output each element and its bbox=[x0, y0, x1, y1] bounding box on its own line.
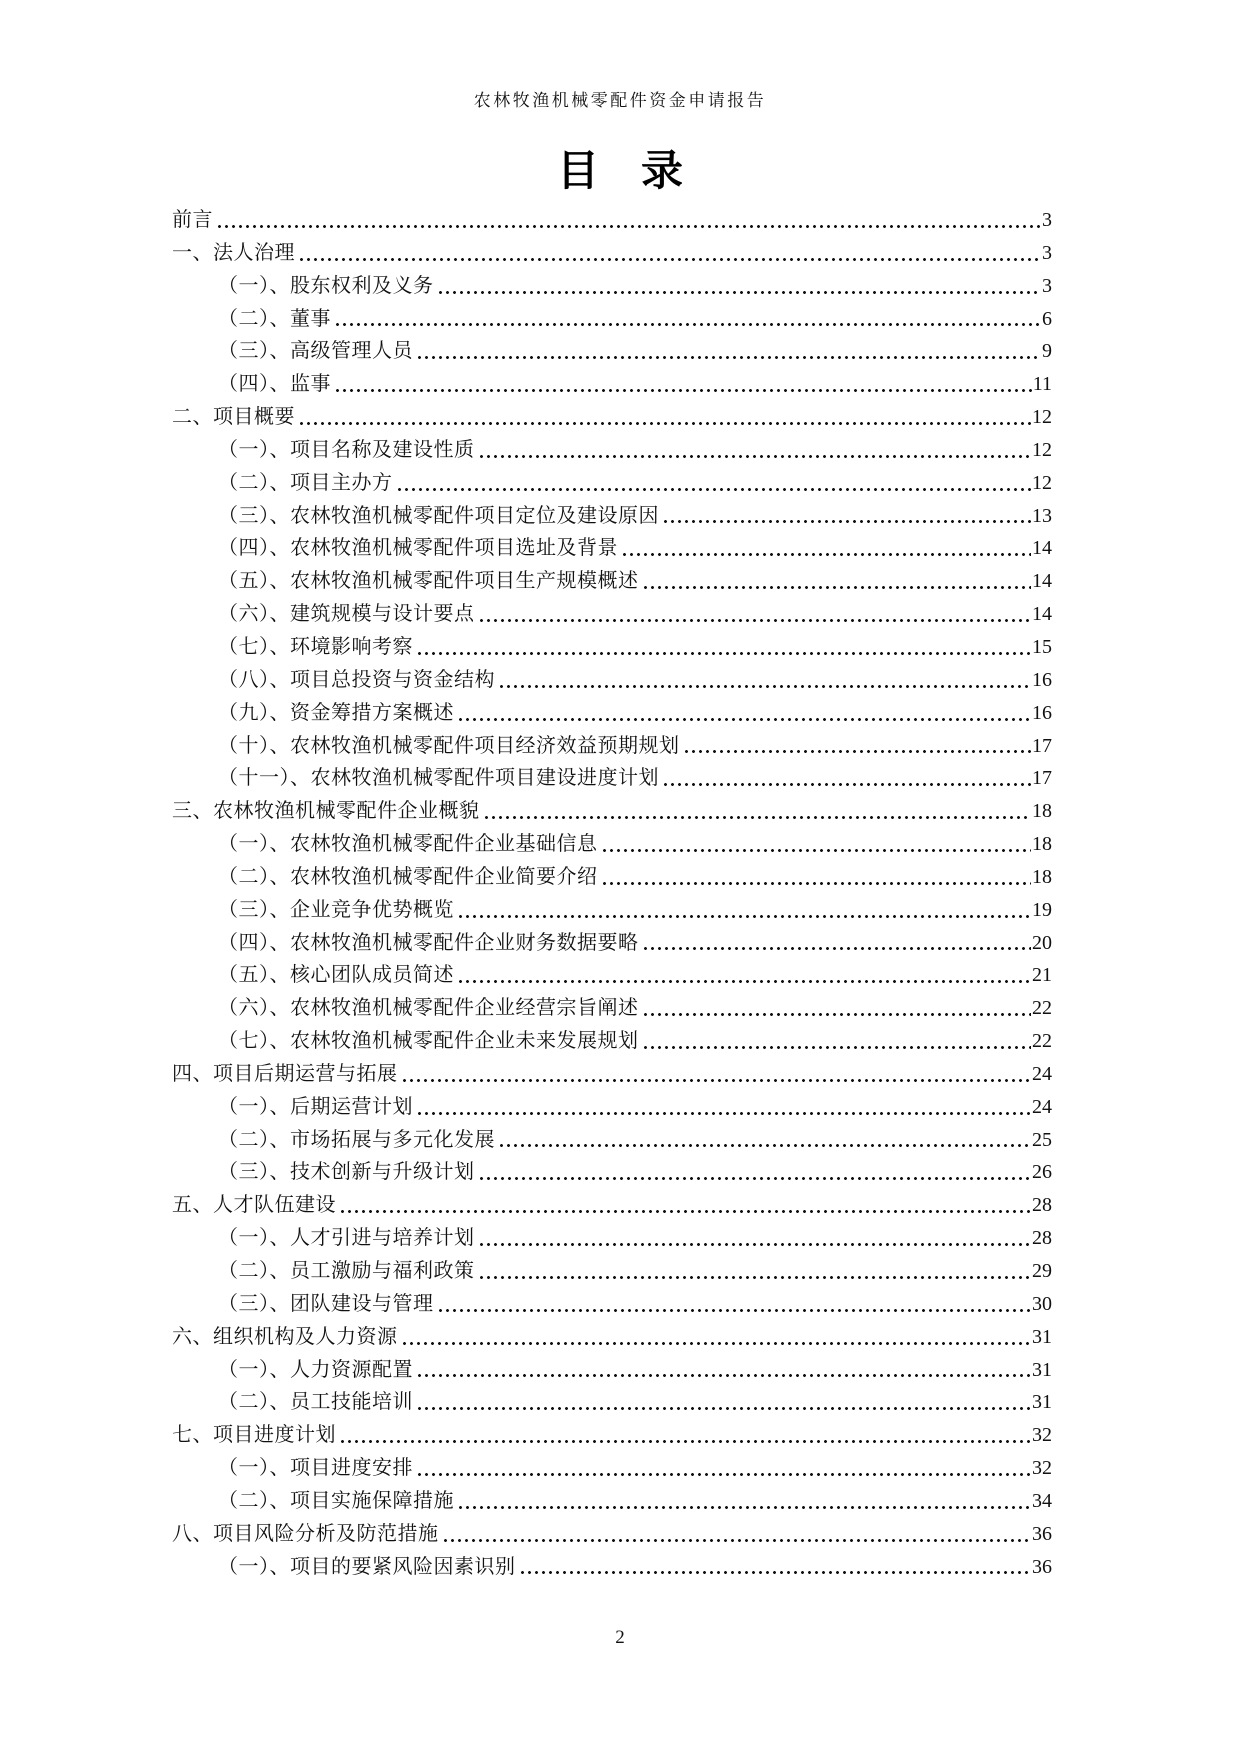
toc-dot-leader bbox=[437, 270, 1042, 303]
toc-entry-label: 八、项目风险分析及防范措施 bbox=[172, 1522, 439, 1545]
toc-entry-label: 四、项目后期运营与拓展 bbox=[172, 1062, 398, 1085]
toc-dot-leader bbox=[457, 959, 1031, 992]
toc-entry[interactable] bbox=[172, 434, 1052, 467]
toc-entry-label: （四）、监事 bbox=[218, 373, 331, 396]
document-header-title: 农林牧渔机械零配件资金申请报告 bbox=[473, 91, 767, 110]
toc-entry-label: （一）、项目进度安排 bbox=[218, 1457, 413, 1480]
toc-entry[interactable] bbox=[172, 204, 1052, 237]
toc-entry-label: （三）、技术创新与升级计划 bbox=[218, 1161, 475, 1184]
toc-entry[interactable] bbox=[172, 861, 1052, 894]
toc-entry[interactable] bbox=[172, 1222, 1052, 1255]
toc-entry[interactable] bbox=[172, 532, 1052, 565]
toc-entry[interactable] bbox=[172, 1091, 1052, 1124]
toc-page-number: 22 bbox=[1032, 1030, 1052, 1053]
toc-entry[interactable] bbox=[172, 664, 1052, 697]
toc-entry[interactable] bbox=[172, 237, 1052, 270]
toc-entry-label: （三）、团队建设与管理 bbox=[218, 1292, 434, 1315]
toc-dot-leader bbox=[457, 894, 1031, 927]
toc-page-number: 14 bbox=[1032, 603, 1052, 626]
toc-entry[interactable] bbox=[172, 401, 1052, 434]
toc-dot-leader bbox=[396, 467, 1032, 500]
toc-entry[interactable] bbox=[172, 631, 1052, 664]
toc-entry-label: （七）、农林牧渔机械零配件企业未来发展规划 bbox=[218, 1030, 639, 1053]
toc-entry[interactable] bbox=[172, 1354, 1052, 1387]
toc-entry[interactable] bbox=[172, 1419, 1052, 1452]
toc-page-number: 32 bbox=[1032, 1457, 1052, 1480]
toc-entry[interactable] bbox=[172, 598, 1052, 631]
toc-entry[interactable] bbox=[172, 1156, 1052, 1189]
toc-dot-leader bbox=[642, 1025, 1032, 1058]
toc-entry[interactable] bbox=[172, 762, 1052, 795]
toc-entry-label: （一）、股东权利及义务 bbox=[218, 274, 434, 297]
toc-dot-leader bbox=[662, 762, 1031, 795]
toc-dot-leader bbox=[478, 434, 1032, 467]
page-number-footer: 2 bbox=[615, 1627, 625, 1648]
toc-page-number: 36 bbox=[1032, 1522, 1052, 1545]
toc-entry-label: 一、法人治理 bbox=[172, 241, 295, 264]
toc-entry[interactable] bbox=[172, 992, 1052, 1025]
toc-page-number: 26 bbox=[1032, 1161, 1052, 1184]
toc-dot-leader bbox=[442, 1518, 1032, 1551]
toc-page-number: 18 bbox=[1032, 865, 1052, 888]
table-of-contents bbox=[172, 204, 1052, 1583]
toc-dot-leader bbox=[498, 664, 1031, 697]
toc-entry-label: （六）、农林牧渔机械零配件企业经营宗旨阐述 bbox=[218, 997, 639, 1020]
toc-entry[interactable] bbox=[172, 730, 1052, 763]
toc-entry[interactable] bbox=[172, 1025, 1052, 1058]
toc-entry-label: （三）、农林牧渔机械零配件项目定位及建设原因 bbox=[218, 504, 659, 527]
toc-page-number: 30 bbox=[1032, 1292, 1052, 1315]
toc-dot-leader bbox=[642, 565, 1032, 598]
toc-page-number: 32 bbox=[1032, 1424, 1052, 1447]
toc-entry[interactable] bbox=[172, 1551, 1052, 1584]
toc-page-number: 31 bbox=[1032, 1325, 1052, 1348]
toc-entry-label: （七）、环境影响考察 bbox=[218, 635, 413, 658]
toc-dot-leader bbox=[216, 204, 1041, 237]
toc-entry-label: （二）、项目主办方 bbox=[218, 471, 393, 494]
toc-entry-label: （四）、农林牧渔机械零配件项目选址及背景 bbox=[218, 537, 618, 560]
toc-entry-label: 三、农林牧渔机械零配件企业概貌 bbox=[172, 800, 480, 823]
toc-entry[interactable] bbox=[172, 335, 1052, 368]
toc-dot-leader bbox=[339, 1189, 1031, 1222]
toc-page-number: 3 bbox=[1042, 209, 1052, 231]
toc-dot-leader bbox=[478, 1156, 1032, 1189]
toc-entry[interactable] bbox=[172, 894, 1052, 927]
toc-page-number: 24 bbox=[1032, 1095, 1052, 1118]
toc-entry[interactable] bbox=[172, 270, 1052, 303]
toc-page-number: 16 bbox=[1032, 701, 1052, 724]
toc-dot-leader bbox=[621, 532, 1031, 565]
toc-entry[interactable] bbox=[172, 565, 1052, 598]
toc-entry[interactable] bbox=[172, 500, 1052, 533]
toc-entry-label: （一）、人才引进与培养计划 bbox=[218, 1227, 475, 1250]
toc-dot-leader bbox=[416, 1386, 1031, 1419]
toc-dot-leader bbox=[601, 861, 1032, 894]
toc-entry-label: （一）、项目的要紧风险因素识别 bbox=[218, 1555, 516, 1578]
toc-entry-label: （二）、董事 bbox=[218, 307, 331, 330]
toc-entry-label: （二）、员工激励与福利政策 bbox=[218, 1260, 475, 1282]
toc-page-number: 11 bbox=[1032, 373, 1052, 396]
toc-page-number: 19 bbox=[1032, 898, 1052, 921]
toc-dot-leader bbox=[457, 697, 1031, 730]
toc-dot-leader bbox=[457, 1485, 1031, 1518]
toc-entry-label: （一）、农林牧渔机械零配件企业基础信息 bbox=[218, 833, 598, 856]
toc-entry-label: （二）、项目实施保障措施 bbox=[218, 1489, 454, 1512]
toc-page-number: 18 bbox=[1032, 800, 1052, 823]
toc-page-number: 31 bbox=[1032, 1358, 1052, 1381]
toc-dot-leader bbox=[401, 1058, 1032, 1091]
toc-entry-label: （一）、人力资源配置 bbox=[218, 1358, 413, 1381]
toc-page-number: 17 bbox=[1032, 734, 1052, 757]
toc-entry[interactable] bbox=[172, 303, 1052, 336]
toc-dot-leader bbox=[416, 1452, 1031, 1485]
toc-page-number: 16 bbox=[1032, 668, 1052, 691]
toc-entry-label: （三）、企业竞争优势概览 bbox=[218, 898, 454, 921]
toc-page-number: 29 bbox=[1032, 1260, 1052, 1282]
toc-page-number: 14 bbox=[1032, 537, 1052, 560]
toc-dot-leader bbox=[416, 1091, 1031, 1124]
toc-page-number: 12 bbox=[1032, 406, 1052, 429]
toc-dot-leader bbox=[601, 828, 1032, 861]
toc-title: 目 录 bbox=[556, 149, 683, 195]
toc-entry-label: （二）、农林牧渔机械零配件企业简要介绍 bbox=[218, 865, 598, 888]
toc-dot-leader bbox=[437, 1288, 1032, 1321]
toc-dot-leader bbox=[334, 303, 1041, 336]
toc-entry[interactable] bbox=[172, 368, 1052, 401]
toc-entry-label: 五、人才队伍建设 bbox=[172, 1194, 336, 1217]
toc-entry[interactable] bbox=[172, 1485, 1052, 1518]
toc-dot-leader bbox=[416, 335, 1041, 368]
toc-page-number: 3 bbox=[1042, 274, 1052, 297]
toc-dot-leader bbox=[298, 237, 1041, 270]
toc-entry[interactable] bbox=[172, 1124, 1052, 1157]
toc-entry-label: （六）、建筑规模与设计要点 bbox=[218, 603, 475, 626]
toc-entry[interactable] bbox=[172, 697, 1052, 730]
toc-dot-leader bbox=[478, 1222, 1032, 1255]
toc-page-number: 36 bbox=[1032, 1555, 1052, 1578]
toc-entry-label: （二）、员工技能培训 bbox=[218, 1391, 413, 1414]
toc-page-number: 14 bbox=[1032, 570, 1052, 593]
toc-dot-leader bbox=[334, 368, 1032, 401]
toc-dot-leader bbox=[683, 730, 1032, 763]
toc-entry-label: 七、项目进度计划 bbox=[172, 1424, 336, 1447]
toc-dot-leader bbox=[498, 1124, 1031, 1157]
toc-entry[interactable] bbox=[172, 1452, 1052, 1485]
toc-entry-label: （五）、农林牧渔机械零配件项目生产规模概述 bbox=[218, 570, 639, 593]
toc-entry[interactable] bbox=[172, 795, 1052, 828]
toc-dot-leader bbox=[416, 631, 1031, 664]
toc-page-number: 18 bbox=[1032, 833, 1052, 856]
toc-entry[interactable] bbox=[172, 1518, 1052, 1551]
toc-dot-leader bbox=[478, 598, 1032, 631]
toc-entry[interactable] bbox=[172, 467, 1052, 500]
toc-page-number: 12 bbox=[1032, 471, 1052, 494]
toc-entry[interactable] bbox=[172, 1189, 1052, 1222]
toc-entry-label: （二）、市场拓展与多元化发展 bbox=[218, 1128, 495, 1151]
toc-entry-label: （三）、高级管理人员 bbox=[218, 340, 413, 363]
toc-page-number: 17 bbox=[1032, 767, 1052, 790]
toc-entry[interactable] bbox=[172, 959, 1052, 992]
toc-page-number: 34 bbox=[1032, 1489, 1052, 1512]
toc-page-number: 20 bbox=[1032, 931, 1052, 954]
toc-entry-label: （十一）、农林牧渔机械零配件项目建设进度计划 bbox=[218, 767, 659, 790]
toc-page-number: 28 bbox=[1032, 1227, 1052, 1250]
toc-dot-leader bbox=[478, 1255, 1032, 1288]
toc-entry[interactable] bbox=[172, 1058, 1052, 1091]
toc-dot-leader bbox=[642, 927, 1032, 960]
toc-entry-label: （一）、项目名称及建设性质 bbox=[218, 438, 475, 461]
toc-entry-label: （五）、核心团队成员简述 bbox=[218, 964, 454, 987]
toc-page-number: 13 bbox=[1032, 504, 1052, 527]
toc-dot-leader bbox=[416, 1354, 1031, 1387]
toc-page-number: 15 bbox=[1032, 635, 1052, 658]
toc-page-number: 3 bbox=[1042, 241, 1052, 264]
toc-page-number: 22 bbox=[1032, 997, 1052, 1020]
toc-entry-label: 六、组织机构及人力资源 bbox=[172, 1325, 398, 1348]
toc-dot-leader bbox=[483, 795, 1032, 828]
toc-dot-leader bbox=[642, 992, 1032, 1025]
toc-page-number: 24 bbox=[1032, 1062, 1052, 1085]
toc-dot-leader bbox=[401, 1321, 1032, 1354]
toc-page-number: 21 bbox=[1032, 964, 1052, 987]
toc-page-number: 25 bbox=[1032, 1128, 1052, 1151]
toc-entry[interactable] bbox=[172, 828, 1052, 861]
toc-page-number: 9 bbox=[1042, 340, 1052, 363]
toc-entry-label: 二、项目概要 bbox=[172, 406, 295, 429]
toc-page-number: 6 bbox=[1042, 307, 1052, 330]
toc-entry-label: （八）、项目总投资与资金结构 bbox=[218, 668, 495, 691]
toc-dot-leader bbox=[662, 500, 1031, 533]
toc-entry[interactable] bbox=[172, 1288, 1052, 1321]
toc-page-number: 12 bbox=[1032, 438, 1052, 461]
toc-entry[interactable] bbox=[172, 927, 1052, 960]
toc-entry-label: （一）、后期运营计划 bbox=[218, 1095, 413, 1118]
toc-entry[interactable] bbox=[172, 1386, 1052, 1419]
toc-entry[interactable] bbox=[172, 1255, 1052, 1288]
toc-entry[interactable] bbox=[172, 1321, 1052, 1354]
toc-entry-label: （十）、农林牧渔机械零配件项目经济效益预期规划 bbox=[218, 734, 680, 757]
toc-dot-leader bbox=[519, 1551, 1032, 1584]
toc-page-number: 28 bbox=[1032, 1194, 1052, 1217]
toc-entry-label: （九）、资金筹措方案概述 bbox=[218, 701, 454, 724]
toc-entry-label: （四）、农林牧渔机械零配件企业财务数据要略 bbox=[218, 931, 639, 954]
toc-entry-label: 前言 bbox=[172, 209, 213, 231]
toc-dot-leader bbox=[339, 1419, 1031, 1452]
toc-page-number: 31 bbox=[1032, 1391, 1052, 1414]
toc-dot-leader bbox=[298, 401, 1031, 434]
